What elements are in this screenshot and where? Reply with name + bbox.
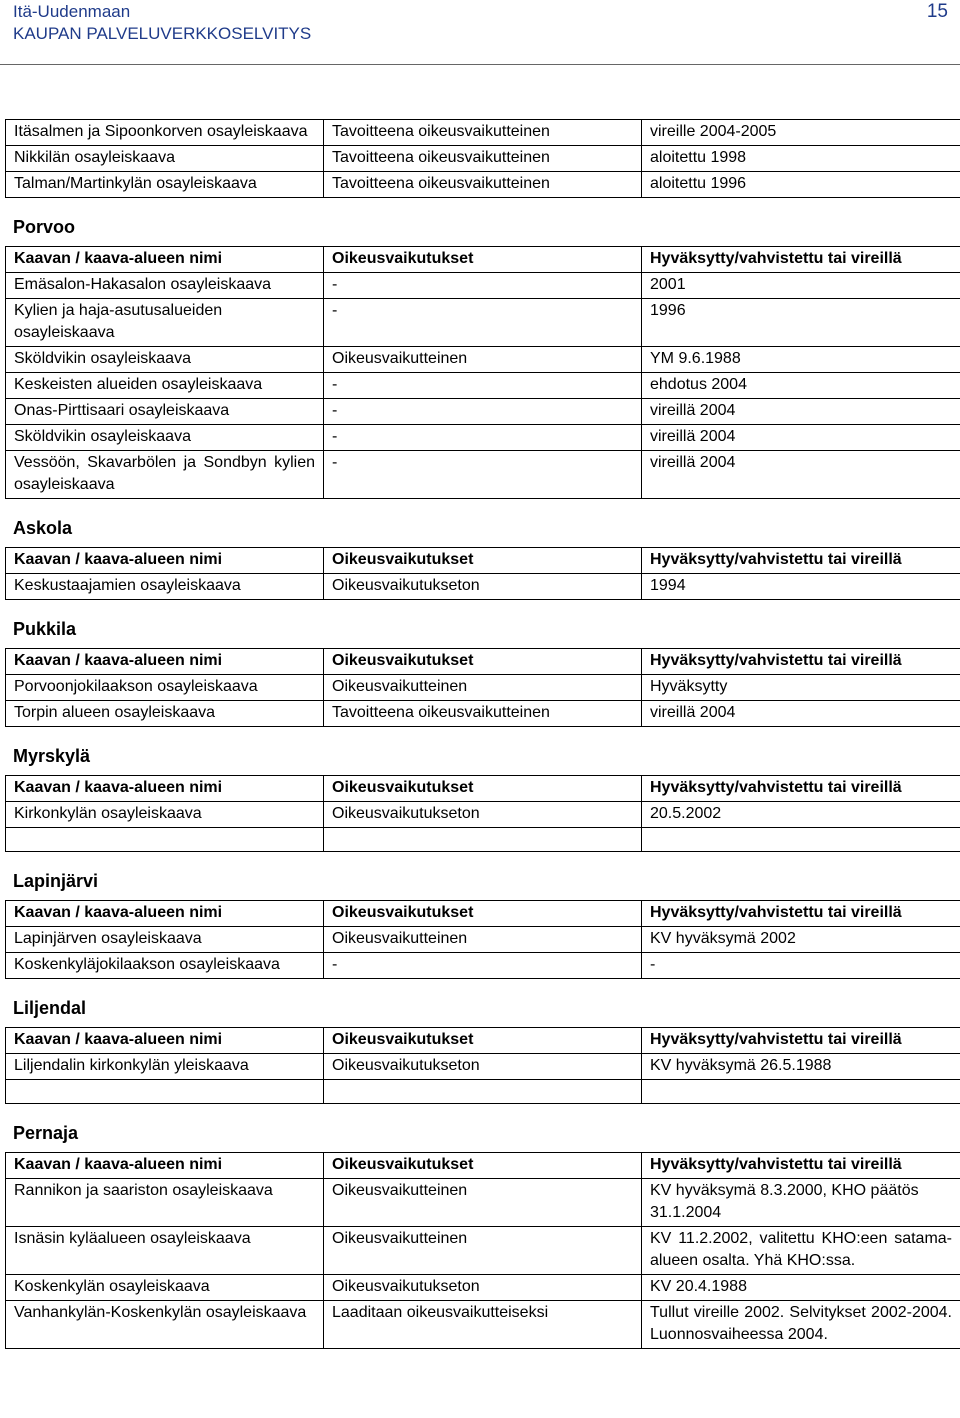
legal-effect-cell <box>324 1080 642 1104</box>
table-row <box>6 953 960 979</box>
section-title: Myrskylä <box>13 746 91 766</box>
status-cell: vireillä 2004 <box>642 701 960 727</box>
column-header: Oikeusvaikutukset <box>324 548 642 574</box>
column-header: Kaavan / kaava-alueen nimi <box>6 247 324 273</box>
status-cell: aloitettu 1996 <box>642 172 960 198</box>
column-header: Kaavan / kaava-alueen nimi <box>6 901 324 927</box>
plan-section <box>5 119 960 198</box>
table-row <box>6 172 960 198</box>
legal-effect-cell: Oikeusvaikutukseton <box>324 802 642 828</box>
column-header: Kaavan / kaava-alueen nimi <box>6 548 324 574</box>
legal-effect-cell: Tavoitteena oikeusvaikutteinen <box>324 172 642 198</box>
table-row <box>6 273 960 299</box>
plan-table <box>5 900 960 979</box>
plan-name-cell: Kylien ja haja-asutusalueiden osayleiskaava <box>6 299 324 347</box>
table-header-row <box>6 247 960 273</box>
legal-effect-cell: Oikeusvaikutukseton <box>324 574 642 600</box>
table-row <box>6 1301 960 1349</box>
column-header: Kaavan / kaava-alueen nimi <box>6 649 324 675</box>
table-row <box>6 574 960 600</box>
plan-name-cell <box>6 828 324 852</box>
plan-name-cell <box>6 1080 324 1104</box>
legal-effect-cell: Oikeusvaikutukseton <box>324 1275 642 1301</box>
plan-name-cell: Vanhankylän-Koskenkylän osayleiskaava <box>6 1301 324 1349</box>
table-row <box>6 828 960 852</box>
plan-name-cell: Kirkonkylän osayleiskaava <box>6 802 324 828</box>
column-header: Hyväksytty/vahvistettu tai vireillä <box>642 901 960 927</box>
plan-name-cell: Keskeisten alueiden osayleiskaava <box>6 373 324 399</box>
table-row <box>6 1227 960 1275</box>
table-header-row <box>6 548 960 574</box>
plan-table <box>5 775 960 852</box>
plan-name-cell: Keskustaajamien osayleiskaava <box>6 574 324 600</box>
status-cell: Hyväksytty <box>642 675 960 701</box>
table-row <box>6 1179 960 1227</box>
table-header-row <box>6 1153 960 1179</box>
plan-name-cell: Sköldvikin osayleiskaava <box>6 347 324 373</box>
plan-name-cell: Rannikon ja saariston osayleiskaava <box>6 1179 324 1227</box>
table-row <box>6 1275 960 1301</box>
status-cell: 1994 <box>642 574 960 600</box>
section-title: Askola <box>13 518 73 538</box>
plan-table <box>5 648 960 727</box>
document-body <box>5 119 960 1349</box>
column-header: Hyväksytty/vahvistettu tai vireillä <box>642 1028 960 1054</box>
plan-name-cell: Onas-Pirttisaari osayleiskaava <box>6 399 324 425</box>
plan-section <box>5 618 960 727</box>
table-row <box>6 1054 960 1080</box>
table-row <box>6 120 960 146</box>
section-title: Porvoo <box>13 217 76 237</box>
column-header: Kaavan / kaava-alueen nimi <box>6 1028 324 1054</box>
legal-effect-cell: Tavoitteena oikeusvaikutteinen <box>324 120 642 146</box>
status-cell: 2001 <box>642 273 960 299</box>
plan-section <box>5 1122 960 1349</box>
column-header: Kaavan / kaava-alueen nimi <box>6 1153 324 1179</box>
table-row <box>6 347 960 373</box>
legal-effect-cell: Laaditaan oikeusvaikutteiseksi <box>324 1301 642 1349</box>
status-cell <box>642 1080 960 1104</box>
plan-name-cell: Itäsalmen ja Sipoonkorven osayleiskaava <box>6 120 324 146</box>
table-row <box>6 927 960 953</box>
table-row <box>6 802 960 828</box>
legal-effect-cell: Oikeusvaikutteinen <box>324 1227 642 1275</box>
table-row <box>6 399 960 425</box>
plan-name-cell: Sköldvikin osayleiskaava <box>6 425 324 451</box>
column-header: Hyväksytty/vahvistettu tai vireillä <box>642 1153 960 1179</box>
table-row <box>6 146 960 172</box>
section-title: Pukkila <box>13 619 77 639</box>
plan-name-cell: Koskenkyläjokilaakson osayleiskaava <box>6 953 324 979</box>
status-cell: vireillä 2004 <box>642 399 960 425</box>
column-header: Oikeusvaikutukset <box>324 649 642 675</box>
legal-effect-cell: Tavoitteena oikeusvaikutteinen <box>324 146 642 172</box>
table-row <box>6 451 960 499</box>
table-row <box>6 373 960 399</box>
plan-name-cell: Isnäsin kyläalueen osayleiskaava <box>6 1227 324 1275</box>
page-number: 15 <box>926 1 948 22</box>
table-header-row <box>6 901 960 927</box>
column-header: Hyväksytty/vahvistettu tai vireillä <box>642 548 960 574</box>
legal-effect-cell: - <box>324 273 642 299</box>
plan-table <box>5 547 960 600</box>
header-divider <box>0 64 960 65</box>
section-title: Lapinjärvi <box>13 871 99 891</box>
plan-name-cell: Talman/Martinkylän osayleiskaava <box>6 172 324 198</box>
plan-table <box>5 119 960 198</box>
header-subtitle: KAUPAN PALVELUVERKKOSELVITYS <box>13 24 312 43</box>
column-header: Oikeusvaikutukset <box>324 1028 642 1054</box>
status-cell: Tullut vireille 2002. Selvitykset 2002-2004. Luonnosvaiheessa 2004. <box>642 1301 960 1349</box>
header-region: Itä-Uudenmaan <box>13 2 131 21</box>
status-cell: KV hyväksymä 8.3.2000, KHO päätös 31.1.2004 <box>642 1179 960 1227</box>
legal-effect-cell: - <box>324 451 642 499</box>
status-cell: KV 11.2.2002, valitettu KHO:een satama-alueen osalta. Yhä KHO:ssa. <box>642 1227 960 1275</box>
column-header: Kaavan / kaava-alueen nimi <box>6 776 324 802</box>
plan-section <box>5 745 960 852</box>
column-header: Hyväksytty/vahvistettu tai vireillä <box>642 776 960 802</box>
plan-name-cell: Porvoonjokilaakson osayleiskaava <box>6 675 324 701</box>
legal-effect-cell: - <box>324 953 642 979</box>
table-row <box>6 299 960 347</box>
column-header: Oikeusvaikutukset <box>324 901 642 927</box>
status-cell: - <box>642 953 960 979</box>
plan-name-cell: Koskenkylän osayleiskaava <box>6 1275 324 1301</box>
plan-section <box>5 517 960 600</box>
status-cell: KV hyväksymä 26.5.1988 <box>642 1054 960 1080</box>
legal-effect-cell: - <box>324 425 642 451</box>
legal-effect-cell: Oikeusvaikutukseton <box>324 1054 642 1080</box>
table-header-row <box>6 649 960 675</box>
table-row <box>6 425 960 451</box>
plan-name-cell: Nikkilän osayleiskaava <box>6 146 324 172</box>
legal-effect-cell: Oikeusvaikutteinen <box>324 675 642 701</box>
status-cell: 20.5.2002 <box>642 802 960 828</box>
legal-effect-cell: Tavoitteena oikeusvaikutteinen <box>324 701 642 727</box>
status-cell: vireillä 2004 <box>642 451 960 499</box>
status-cell: ehdotus 2004 <box>642 373 960 399</box>
section-title: Pernaja <box>13 1123 79 1143</box>
table-row <box>6 1080 960 1104</box>
plan-section <box>5 870 960 979</box>
table-header-row <box>6 776 960 802</box>
plan-name-cell: Torpin alueen osayleiskaava <box>6 701 324 727</box>
plan-table <box>5 246 960 499</box>
status-cell: 1996 <box>642 299 960 347</box>
plan-table <box>5 1027 960 1104</box>
status-cell: KV 20.4.1988 <box>642 1275 960 1301</box>
section-title: Liljendal <box>13 998 87 1018</box>
legal-effect-cell: Oikeusvaikutteinen <box>324 347 642 373</box>
plan-table <box>5 1152 960 1349</box>
status-cell: vireille 2004-2005 <box>642 120 960 146</box>
plan-name-cell: Liljendalin kirkonkylän yleiskaava <box>6 1054 324 1080</box>
status-cell <box>642 828 960 852</box>
status-cell: vireillä 2004 <box>642 425 960 451</box>
table-row <box>6 675 960 701</box>
legal-effect-cell: - <box>324 299 642 347</box>
status-cell: YM 9.6.1988 <box>642 347 960 373</box>
legal-effect-cell: Oikeusvaikutteinen <box>324 927 642 953</box>
status-cell: KV hyväksymä 2002 <box>642 927 960 953</box>
column-header: Hyväksytty/vahvistettu tai vireillä <box>642 649 960 675</box>
column-header: Oikeusvaikutukset <box>324 776 642 802</box>
table-row <box>6 701 960 727</box>
plan-section <box>5 216 960 499</box>
legal-effect-cell: - <box>324 373 642 399</box>
plan-section <box>5 997 960 1104</box>
column-header: Oikeusvaikutukset <box>324 247 642 273</box>
column-header: Oikeusvaikutukset <box>324 1153 642 1179</box>
status-cell: aloitettu 1998 <box>642 146 960 172</box>
plan-name-cell: Vessöön, Skavarbölen ja Sondbyn kylien osayleiskaava <box>6 451 324 499</box>
column-header: Hyväksytty/vahvistettu tai vireillä <box>642 247 960 273</box>
plan-name-cell: Lapinjärven osayleiskaava <box>6 927 324 953</box>
legal-effect-cell: Oikeusvaikutteinen <box>324 1179 642 1227</box>
table-header-row <box>6 1028 960 1054</box>
plan-name-cell: Emäsalon-Hakasalon osayleiskaava <box>6 273 324 299</box>
legal-effect-cell: - <box>324 399 642 425</box>
legal-effect-cell <box>324 828 642 852</box>
